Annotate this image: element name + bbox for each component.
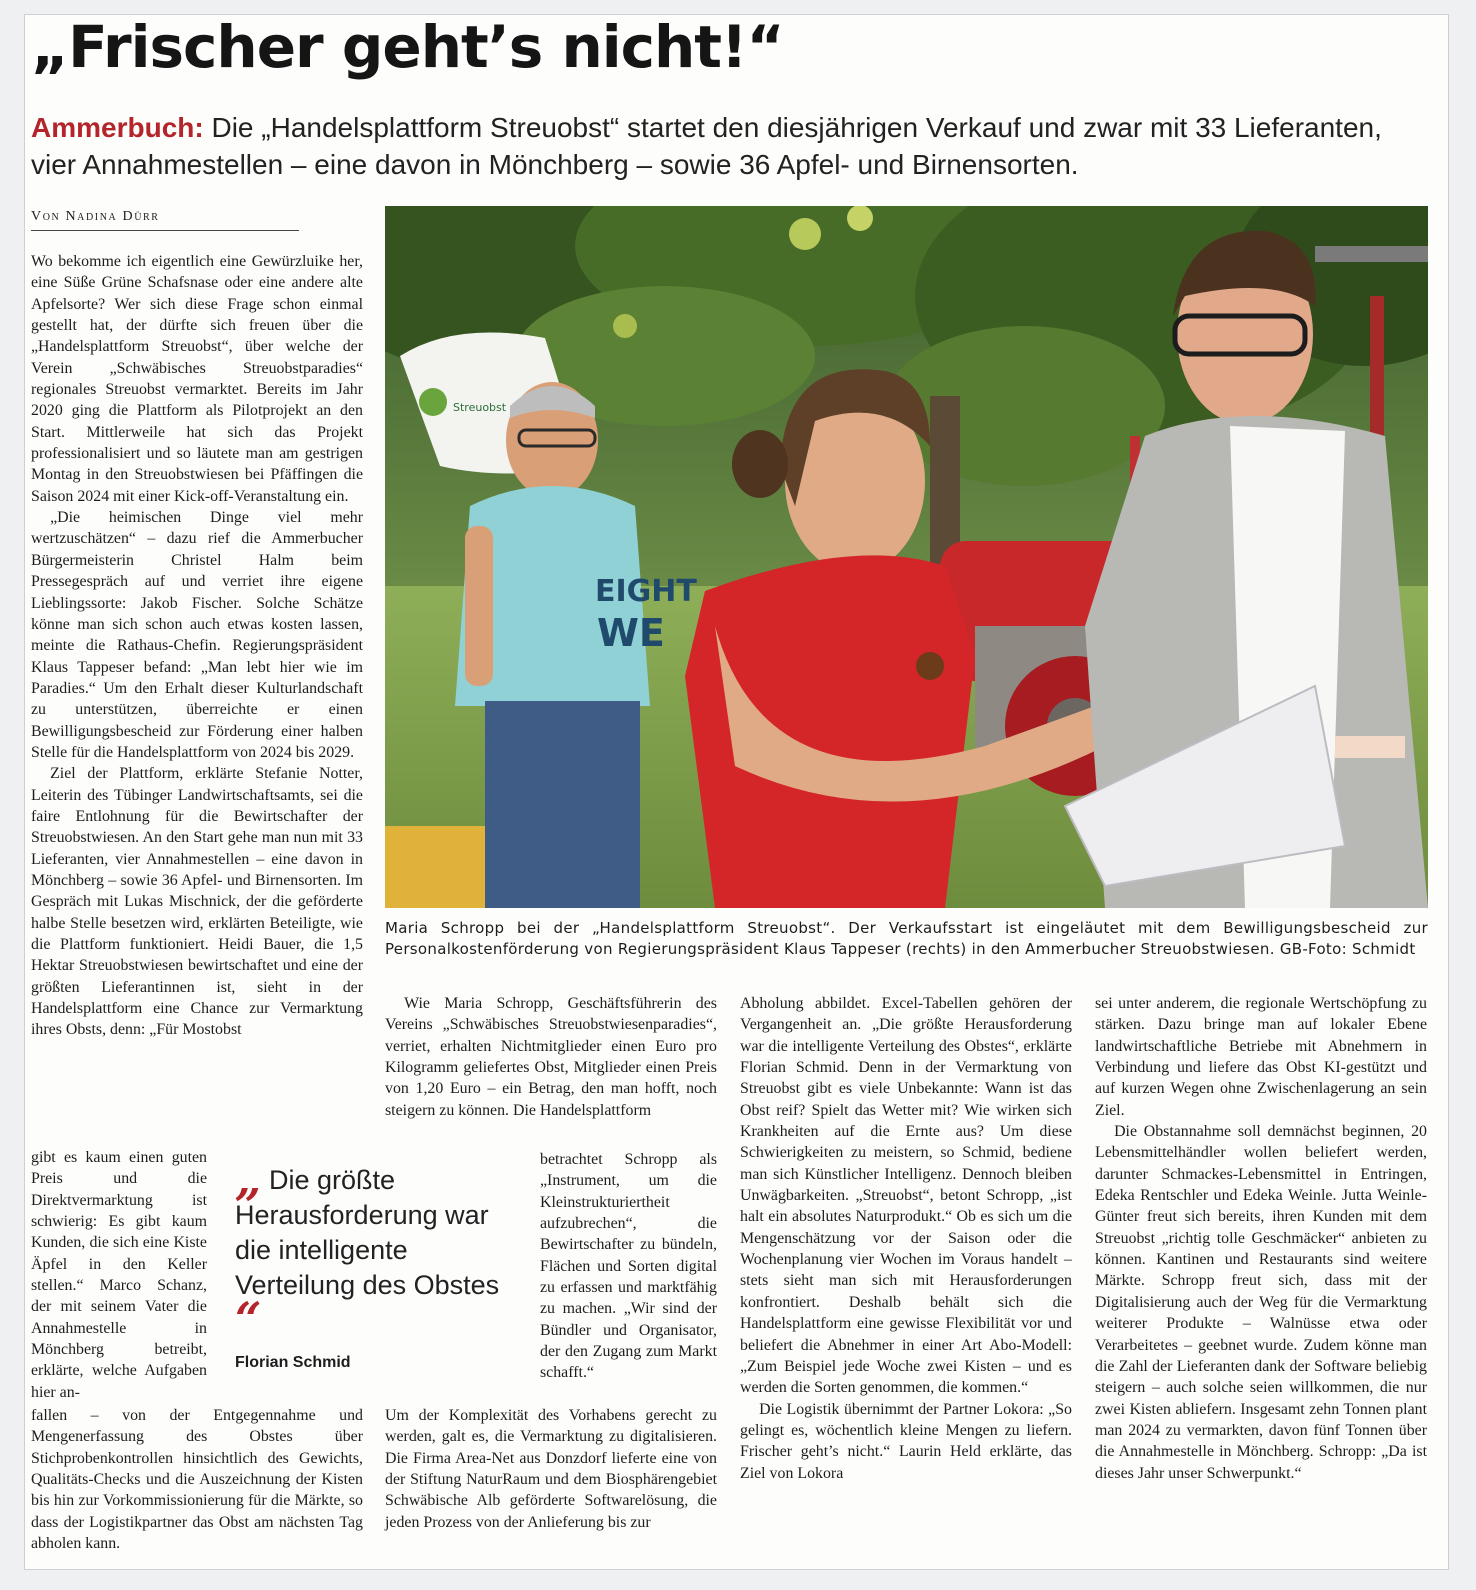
paragraph: Um der Komplexität des Vorhabens gerecht zu werden, galt es, die Vermarktung zu digitalisieren. Die Firma Area-Net aus Donzdorf lieferte eine von der Stiftung NaturRaum und dem Biosphärengebiet Schwäbische Alb geförderte Softwarelösung, die jeden Prozess von der Anlieferung bis zur	[385, 1407, 717, 1531]
paragraph: Ziel der Plattform, erklärte Stefanie Notter, Leiterin des Tübinger Landwirtschaftsamts, sei die faire Entlohnung für die Bewirtschafter der Streuobstwiesen. An den Start gehe man nun mit 33 Lieferanten, vier Annahmestellen – eine davon in Mönchberg – sowie 36 Apfel- und Birnensorten. Im Gespräch mit Lukas Mischnick, der die geförderte halbe Stelle besetzen wird, erklärten Beteiligte, wie die Plattform funktioniert. Heidi Bauer, die 1,5 Hektar Streuobstwiesen bewirtschaftet und eine der größten Lieferantinnen ist, sieht in der Handelsplattform eine Chance zur Vermarktung ihres Obsts, denn: „Für Mostobst	[31, 765, 363, 1039]
paragraph: gibt es kaum einen guten Preis und die Direktvermarktung ist schwierig: Es gibt kaum Kunden, die sich eine Kiste Äpfel in den Keller stellen.“ Marco Schanz, der mit seinem Vater die Annahmestelle in Mönchberg betreibt, erklärte, welche Aufgaben hier an-	[31, 1149, 207, 1401]
sign-text: Streuobst	[453, 401, 507, 414]
pull-quote	[235, 1152, 525, 1372]
paragraph: fallen – von der Entgegennahme und Mengenerfassung des Obstes über Stichprobenkontrollen hinsichtlich des Gewichts, Qualitäts-Checks und die Auszeichnung der Kisten bis hin zur Vorkommissionierung für die Märkte, so dass der Logistikpartner das Obst am nächsten Tag abholen kann.	[31, 1407, 363, 1553]
column-2	[385, 993, 717, 1121]
headline: „Frischer geht’s nicht!“	[31, 14, 784, 81]
intro-text: Die „Handelsplattform Streuobst“ startet den diesjährigen Verkauf und zwar mit 33 Lieferanten, vier Annahmestellen – eine davon in Mönchberg – sowie 36 Apfel- und Birnensorten.	[31, 112, 1382, 180]
paragraph: sei unter anderem, die regionale Wertschöpfung zu stärken. Dazu bringe man auf lokaler Ebene landwirtschaftliche Betriebe mit Abnehmern in Verbindung und liefere das Obst KI-gestützt und auf kurzen Wegen ohne Zwischenlagerung an sein Ziel.	[1095, 995, 1427, 1119]
column-4	[1095, 993, 1427, 1484]
shirt-text-1: EIGHT	[595, 574, 697, 609]
quote-open-mark: „	[235, 1152, 262, 1206]
newspaper-page	[24, 14, 1449, 1570]
orchard-scene	[385, 206, 1428, 908]
paragraph: „Die heimischen Dinge viel mehr wertzuschätzen“ – dazu rief die Ammerbucher Bürgermeisterin Christel Halm beim Pressegespräch auf und verriet ihre eigene Lieblingssorte: Jakob Fischer. Solche Schätze könne man sich schon auch etwas kosten lassen, meinte die Rathaus-Chefin. Regierungspräsident Klaus Tappeser befand: „Man lebt hier wie im Paradies.“ Um den Erhalt dieser Kulturlandschaft zu unterstützen, überreichte er einen Bewilligungsbescheid zur Förderung einer halben Stelle für die Handelsplattform von 2024 bis 2029.	[31, 509, 363, 761]
shirt-text-2: WE	[597, 611, 665, 655]
paragraph: Wo bekomme ich eigentlich eine Gewürzluike her, eine Süße Grüne Schafsnase oder eine andere alte Apfelsorte? Wer sich diese Frage schon einmal gestellt hat, der dürfte sich freuen über die „Handelsplattform Streuobst“, über welche der Verein „Schwäbisches Streuobstparadies“ regionales Streuobst vermarktet. Bereits im Jahr 2020 ging die Plattform als Pilotprojekt an den Start. Mittlerweile hat sich das Projekt professionalisiert und so läutete man am gestrigen Montag in den Streuobstwiesen bei Pfäffingen die Saison 2024 mit einer Kick-off-Veranstaltung ein.	[31, 253, 363, 505]
intro-deck	[31, 109, 1431, 183]
column-1-bottom	[31, 1405, 363, 1554]
paragraph: Abholung abbildet. Excel-Tabellen gehören der Vergangenheit an. „Die größte Herausforderung war die intelligente Verteilung des Obstes“, erklärte Florian Schmid. Denn in der Vermarktung von Streuobst gibt es viele Unbekannte: Wann ist das Obst reif? Spielt das Wetter mit? Wie wirken sich Krankheiten auf die Ernte aus? Um diese Schwierigkeiten zu meistern, so Schmid, bediene man sich Künstlicher Intelligenz. Dennoch bleiben Unwägbarkeiten. „Streuobst“, betont Schropp, „ist halt ein absolutes Naturprodukt.“ Ob es sich um die Mengenschätzung vor der Saison oder die Wochenplanung vier Wochen im Voraus handelt – stets sieht man sich mit Herausforderungen konfrontiert. Deshalb behält sich die Handelsplattform eine gewisse Flexibilität vor und beliefert die Abnehmer in einer Art Abo-Modell: „Zum Beispiel jede Woche zwei Kisten – und es werden die Sorten genommen, die kommen.“	[740, 995, 1072, 1397]
quote-text: Die größte Herausforderung war die intelligente Verteilung des Obstes	[235, 1165, 500, 1300]
paragraph: Wie Maria Schropp, Geschäftsführerin des Vereins „Schwäbisches Streuobstwiesenparadies“, verriet, erhalten Nichtmitglieder einen Euro pro Kilogramm geliefertes Obst, Mitglieder einen Preis von 1,20 Euro – ein Betrag, den man hofft, noch steigern zu können. Die Handelsplattform	[385, 995, 717, 1119]
intro-place: Ammerbuch:	[31, 112, 204, 143]
quote-author: Florian Schmid	[235, 1354, 351, 1371]
column-1-narrow	[31, 1147, 207, 1403]
column-2-bottom	[385, 1405, 717, 1533]
quote-close-mark: “	[235, 1292, 262, 1346]
column-2-narrow	[540, 1149, 717, 1384]
paragraph: Die Logistik übernimmt der Partner Lokora: „So gelingt es, wöchentlich kleine Mengen zu liefern. Frischer geht’s nicht.“ Laurin Held erklärte, das Ziel von Lokora	[740, 1400, 1072, 1482]
crate	[385, 826, 485, 908]
column-3	[740, 993, 1072, 1484]
byline: Von Nadina Dürr	[31, 209, 299, 231]
photo-caption: Maria Schropp bei der „Handelsplattform Streuobst“. Der Verkaufsstart ist eingeläutet mit dem Bewilligungsbescheid zur Personalkostenförderung von Regierungspräsident Klaus Tappeser (rechts) in den Ammerbucher Streuobstwiesen. GB-Foto: Schmidt	[385, 919, 1428, 958]
column-1	[31, 251, 363, 1041]
article-photo	[385, 206, 1428, 908]
paragraph: Die Obstannahme soll demnächst beginnen, 20 Lebensmittelhändler wollen beliefert werden, darunter Schmackes-Lebensmittel in Entringen, Edeka Rentschler und Edeka Weinle. Jutta Weinle-Günter freut sich bereits, ihren Kunden mit dem Streuobst „richtig tolle Geschmäcker“ anbieten zu können. Kantinen und Restaurants sind weitere Märkte. Schropp freut sich, dass mit der Digitalisierung auch der Weg für die Vermarktung weiterer Produkte – Walnüsse etwa oder Verarbeitetes – geebnet wurde. Zudem könne man die Zahl der Lieferanten dank der Software beliebig steigern – auch solche seien willkommen, die nur zwei Kisten abliefern. Insgesamt zehn Tonnen plant man 2024 zu vermarkten, davon fünf Tonnen über die Annahmestelle in Mönchberg. Schropp: „Da ist dieses Jahr unser Schwerpunkt.“	[1095, 1123, 1427, 1482]
paragraph: betrachtet Schropp als „Instrument, um die Kleinstrukturiertheit aufzubrechen“, die Bewirtschafter zu bündeln, Flächen und Sorten digital zu erfassen und marktfähig zu machen. „Wir sind der Bündler und Organisator, der den Zugang zum Markt schafft.“	[540, 1151, 717, 1382]
